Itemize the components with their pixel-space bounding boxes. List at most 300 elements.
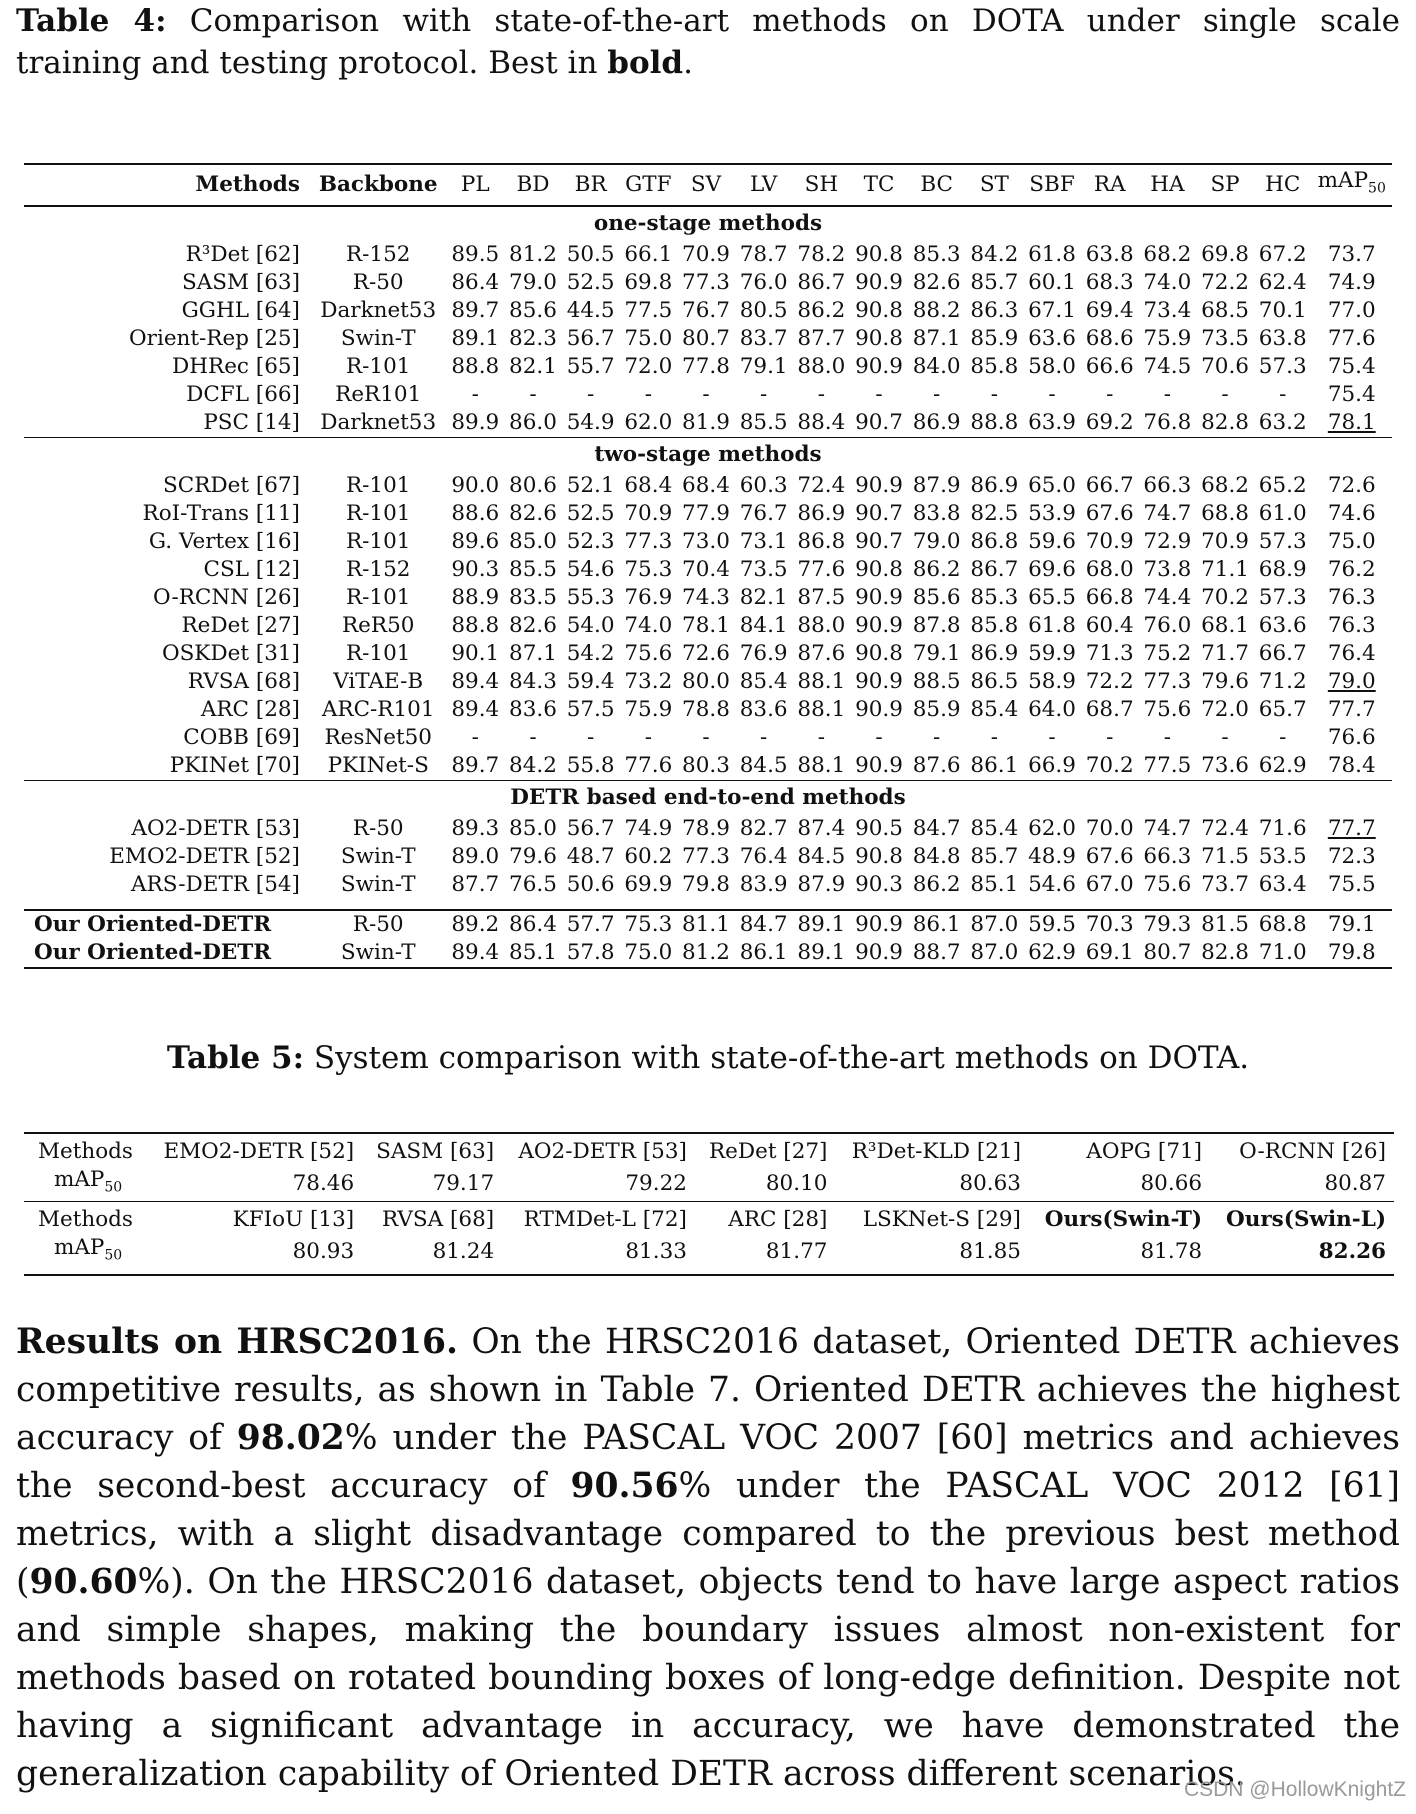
- value-cell: 87.8: [912, 613, 961, 638]
- value-cell: 74.4: [1143, 585, 1192, 610]
- table4-header-row: [24, 164, 1392, 206]
- value-cell: 57.3: [1258, 585, 1307, 610]
- method-cell: EMO2-DETR [52]: [146, 1133, 362, 1166]
- value-cell: -: [702, 725, 710, 750]
- method-cell: LSKNet-S [29]: [835, 1202, 1029, 1235]
- backbone-cell: R-152: [345, 242, 411, 267]
- group-title: two-stage methods: [24, 438, 1392, 473]
- value-cell: 68.5: [1201, 298, 1249, 323]
- value-cell: 77.6: [624, 753, 673, 778]
- value-cell: 86.2: [797, 298, 846, 323]
- table4-caption-bold: bold: [607, 45, 684, 81]
- value-cell: 59.9: [1028, 641, 1076, 666]
- value-cell: 68.8: [1258, 912, 1307, 937]
- value-cell: 79.0: [509, 270, 557, 295]
- value-cell: 69.1: [1081, 939, 1139, 968]
- table4-caption-end: .: [683, 45, 693, 81]
- value-cell: 80.87: [1324, 1170, 1386, 1196]
- table-row: [24, 241, 1392, 269]
- value-cell: 65.5: [1028, 585, 1076, 610]
- value-cell: 71.2: [1258, 669, 1307, 694]
- value-cell: 77.3: [682, 270, 730, 295]
- row-label: Methods: [24, 1202, 146, 1235]
- value-cell: 62.9: [1258, 753, 1307, 778]
- value-cell: 82.8: [1196, 939, 1254, 968]
- value-cell: 71.1: [1201, 557, 1249, 582]
- table-row: [24, 668, 1392, 696]
- map-cell: 76.2: [1327, 557, 1376, 582]
- value-cell: 75.6: [624, 641, 673, 666]
- value-cell: 90.9: [855, 270, 903, 295]
- value-cell: 83.9: [739, 872, 788, 897]
- value-cell: 76.9: [739, 641, 788, 666]
- map-cell: 77.7: [1327, 816, 1376, 841]
- value-cell: 77.3: [1143, 669, 1192, 694]
- value-cell: 84.1: [739, 613, 788, 638]
- value-cell: 50.6: [566, 872, 615, 897]
- value-cell: 90.1: [451, 641, 500, 666]
- value-cell: 59.5: [1028, 912, 1076, 937]
- value-cell: 66.6: [1085, 354, 1134, 379]
- method-cell: Our Oriented-DETR: [34, 912, 272, 937]
- map-cell: 72.6: [1327, 473, 1376, 498]
- value-cell: 86.8: [970, 529, 1019, 554]
- value-cell: 54.6: [1028, 872, 1076, 897]
- value-cell: -: [1279, 725, 1287, 750]
- table-row: [24, 528, 1392, 556]
- table-row: [24, 815, 1392, 843]
- table4-body: [24, 206, 1392, 968]
- value-cell: 77.5: [1143, 753, 1192, 778]
- value-cell: 81.33: [502, 1234, 695, 1274]
- value-cell: 72.4: [797, 473, 846, 498]
- value-cell: 74.3: [682, 585, 730, 610]
- table4-header-st: ST: [966, 164, 1024, 206]
- method-cell: G. Vertex [16]: [148, 529, 300, 554]
- table5-methods-row: [24, 1133, 1394, 1166]
- value-cell: 77.3: [682, 844, 730, 869]
- value-cell: 69.8: [1201, 242, 1249, 267]
- value-cell: -: [817, 725, 825, 750]
- method-cell: RVSA [68]: [187, 669, 300, 694]
- value-cell: 68.9: [1258, 557, 1307, 582]
- value-cell: 44.5: [566, 298, 615, 323]
- value-cell: 89.5: [451, 242, 500, 267]
- method-cell: SASM [63]: [362, 1133, 502, 1166]
- value-cell: 74.0: [1143, 270, 1192, 295]
- value-cell: -: [529, 725, 537, 750]
- value-cell: 50.5: [566, 242, 615, 267]
- backbone-cell: R-101: [345, 585, 411, 610]
- value-cell: 71.6: [1258, 816, 1307, 841]
- value-cell: 73.5: [1201, 326, 1249, 351]
- method-cell: Orient-Rep [25]: [129, 326, 300, 351]
- value-cell: 86.1: [912, 912, 961, 937]
- value-cell: 89.9: [451, 410, 500, 435]
- value-cell: -: [1163, 382, 1171, 407]
- value-cell: 87.7: [797, 326, 846, 351]
- value-cell: 55.3: [566, 585, 615, 610]
- value-cell: 55.8: [566, 753, 615, 778]
- value-cell: 81.2: [509, 242, 557, 267]
- value-cell: 89.6: [451, 529, 500, 554]
- value-cell: 75.9: [1143, 326, 1192, 351]
- value-cell: 85.0: [509, 816, 557, 841]
- backbone-cell: R-101: [345, 354, 411, 379]
- value-cell: 68.2: [1201, 473, 1249, 498]
- paragraph-bold-1: 98.02: [236, 1418, 345, 1458]
- table-row: [24, 696, 1392, 724]
- table-row: [24, 910, 1392, 939]
- paragraph-bold-2: 90.56: [570, 1466, 679, 1506]
- value-cell: 90.9: [855, 753, 903, 778]
- value-cell: 71.5: [1201, 844, 1249, 869]
- value-cell: 79.6: [1201, 669, 1249, 694]
- value-cell: 79.1: [912, 641, 961, 666]
- value-cell: 52.5: [566, 501, 615, 526]
- value-cell: 88.9: [451, 585, 500, 610]
- value-cell: 88.4: [797, 410, 846, 435]
- value-cell: 48.9: [1028, 844, 1076, 869]
- value-cell: 88.0: [797, 354, 846, 379]
- value-cell: 85.7: [970, 270, 1019, 295]
- value-cell: 78.8: [682, 697, 730, 722]
- map-cell: 75.0: [1327, 529, 1376, 554]
- value-cell: 83.6: [509, 697, 557, 722]
- value-cell: 82.1: [739, 585, 788, 610]
- method-cell: RTMDet-L [72]: [502, 1202, 695, 1235]
- method-cell: SCRDet [67]: [163, 473, 300, 498]
- value-cell: 79.6: [509, 844, 557, 869]
- value-cell: 90.9: [855, 354, 903, 379]
- value-cell: 69.9: [624, 872, 673, 897]
- map-cell: 76.6: [1327, 725, 1376, 750]
- paragraph-text-3: % under the PASCAL VOC 2012 [61] metrics, with a slight disadvantage compared to the previous best method (: [16, 1466, 1400, 1602]
- value-cell: 71.0: [1254, 939, 1312, 968]
- value-cell: 58.9: [1028, 669, 1076, 694]
- value-cell: 86.0: [509, 410, 557, 435]
- value-cell: -: [875, 382, 883, 407]
- value-cell: 82.5: [970, 501, 1019, 526]
- value-cell: 89.4: [451, 669, 500, 694]
- value-cell: 76.8: [1143, 410, 1192, 435]
- value-cell: 70.3: [1085, 912, 1134, 937]
- value-cell: 87.0: [970, 912, 1019, 937]
- value-cell: 88.1: [797, 697, 846, 722]
- value-cell: 62.0: [624, 410, 673, 435]
- backbone-cell: R-101: [345, 473, 411, 498]
- paragraph-heading: Results on HRSC2016.: [16, 1322, 459, 1362]
- value-cell: 82.8: [1201, 410, 1249, 435]
- backbone-cell: Swin-T: [310, 939, 447, 968]
- value-cell: 66.3: [1143, 844, 1192, 869]
- value-cell: -: [1106, 382, 1114, 407]
- value-cell: 88.8: [451, 354, 500, 379]
- value-cell: 70.9: [1201, 529, 1249, 554]
- table4-header-sp: SP: [1196, 164, 1254, 206]
- value-cell: 90.9: [855, 912, 903, 937]
- value-cell: -: [529, 382, 537, 407]
- backbone-cell: Swin-T: [340, 872, 416, 897]
- value-cell: 63.2: [1258, 410, 1307, 435]
- value-cell: 90.9: [855, 585, 903, 610]
- value-cell: 79.0: [912, 529, 961, 554]
- table4-header-gtf: GTF: [619, 164, 677, 206]
- value-cell: 70.6: [1201, 354, 1249, 379]
- value-cell: 69.8: [624, 270, 673, 295]
- value-cell: 68.0: [1085, 557, 1134, 582]
- value-cell: 89.1: [793, 939, 851, 968]
- method-cell: R³Det [62]: [185, 242, 300, 267]
- value-cell: 75.2: [1143, 641, 1192, 666]
- value-cell: 71.7: [1201, 641, 1249, 666]
- value-cell: 86.4: [509, 912, 557, 937]
- value-cell: 68.8: [1201, 501, 1249, 526]
- value-cell: 72.2: [1201, 270, 1249, 295]
- table4-header-br: BR: [562, 164, 620, 206]
- value-cell: 70.9: [1085, 529, 1134, 554]
- value-cell: 85.7: [970, 844, 1019, 869]
- value-cell: 85.6: [509, 298, 557, 323]
- table-row: [24, 843, 1392, 871]
- value-cell: 69.2: [1085, 410, 1134, 435]
- method-cell: Ours(Swin-T): [1029, 1202, 1210, 1235]
- value-cell: -: [1106, 725, 1114, 750]
- value-cell: 80.93: [146, 1234, 362, 1274]
- paragraph-text-1: On the HRSC2016 dataset, Oriented DETR achieves competitive results, as shown in Table 7. Oriented DETR achieves the highest accuracy of: [16, 1322, 1400, 1458]
- value-cell: 63.6: [1028, 326, 1076, 351]
- value-cell: 74.7: [1143, 816, 1192, 841]
- value-cell: 63.8: [1085, 242, 1134, 267]
- map-cell: 76.4: [1327, 641, 1376, 666]
- value-cell: 74.7: [1143, 501, 1192, 526]
- method-cell: ARC [28]: [695, 1202, 836, 1235]
- table-row: [24, 556, 1392, 584]
- value-cell: 77.9: [682, 501, 730, 526]
- backbone-cell: ResNet50: [324, 725, 432, 750]
- method-cell: AO2-DETR [53]: [502, 1133, 695, 1166]
- value-cell: 90.7: [855, 529, 903, 554]
- value-cell: 80.0: [682, 669, 730, 694]
- table-row: [24, 871, 1392, 899]
- value-cell: 73.8: [1143, 557, 1192, 582]
- value-cell: 80.7: [1139, 939, 1197, 968]
- value-cell: 87.5: [797, 585, 846, 610]
- group-header-row: [24, 781, 1392, 816]
- value-cell: 87.9: [912, 473, 961, 498]
- value-cell: 85.9: [912, 697, 961, 722]
- value-cell: 82.3: [509, 326, 557, 351]
- value-cell: 76.4: [739, 844, 788, 869]
- method-cell: Ours(Swin-L): [1210, 1202, 1394, 1235]
- value-cell: 81.9: [682, 410, 730, 435]
- value-cell: 81.85: [835, 1234, 1029, 1274]
- value-cell: -: [760, 382, 768, 407]
- value-cell: 83.8: [912, 501, 961, 526]
- value-cell: 82.26: [1210, 1234, 1394, 1274]
- value-cell: 86.3: [970, 298, 1019, 323]
- value-cell: -: [702, 382, 710, 407]
- value-cell: 78.9: [682, 816, 730, 841]
- value-cell: 72.2: [1085, 669, 1134, 694]
- backbone-cell: PKINet-S: [327, 753, 429, 778]
- value-cell: 52.1: [566, 473, 615, 498]
- value-cell: 66.3: [1143, 473, 1192, 498]
- value-cell: 87.1: [912, 326, 961, 351]
- value-cell: 86.9: [970, 473, 1019, 498]
- paragraph-text-2: % under the PASCAL VOC 2007 [60] metrics and achieves the second-best accuracy of: [16, 1418, 1400, 1506]
- value-cell: 60.1: [1028, 270, 1076, 295]
- map-cell: 79.1: [1327, 912, 1376, 937]
- backbone-cell: R-50: [352, 270, 404, 295]
- table-row: [24, 353, 1392, 381]
- value-cell: 55.7: [566, 354, 615, 379]
- table4-header-pl: PL: [446, 164, 504, 206]
- method-cell: ARC [28]: [200, 697, 300, 722]
- method-cell: Our Oriented-DETR: [24, 939, 310, 968]
- value-cell: 88.5: [912, 669, 961, 694]
- table-row: [24, 584, 1392, 612]
- method-cell: KFIoU [13]: [146, 1202, 362, 1235]
- method-cell: PKINet [70]: [169, 753, 300, 778]
- value-cell: 68.1: [1201, 613, 1249, 638]
- value-cell: 85.6: [912, 585, 961, 610]
- table5-caption-label: Table 5:: [166, 1040, 305, 1076]
- table-row: [24, 640, 1392, 668]
- value-cell: 86.7: [970, 557, 1019, 582]
- backbone-cell: R-50: [352, 816, 404, 841]
- map-cell: 79.8: [1312, 939, 1392, 968]
- value-cell: 76.5: [509, 872, 557, 897]
- value-cell: 73.1: [739, 529, 788, 554]
- value-cell: 77.8: [682, 354, 730, 379]
- watermark: CSDN @HollowKnightZ: [1183, 1778, 1406, 1801]
- value-cell: 73.4: [1143, 298, 1192, 323]
- value-cell: 81.24: [362, 1234, 502, 1274]
- backbone-cell: ARC-R101: [321, 697, 435, 722]
- value-cell: 72.0: [624, 354, 673, 379]
- value-cell: 80.10: [765, 1170, 828, 1196]
- backbone-cell: R-101: [345, 641, 411, 666]
- table4-header-methods: Methods: [24, 164, 310, 206]
- map-cell: 77.6: [1327, 326, 1376, 351]
- value-cell: 90.5: [855, 816, 903, 841]
- value-cell: 75.3: [624, 912, 673, 937]
- value-cell: -: [587, 382, 595, 407]
- backbone-cell: Swin-T: [340, 844, 416, 869]
- value-cell: 67.2: [1258, 242, 1307, 267]
- value-cell: 68.4: [682, 473, 730, 498]
- value-cell: 54.6: [566, 557, 615, 582]
- results-paragraph: [16, 1318, 1400, 1798]
- value-cell: 72.4: [1201, 816, 1249, 841]
- value-cell: 89.4: [451, 697, 500, 722]
- value-cell: 66.7: [1085, 473, 1134, 498]
- value-cell: -: [1279, 382, 1287, 407]
- value-cell: 74.5: [1143, 354, 1192, 379]
- method-cell: R³Det-KLD [21]: [835, 1133, 1029, 1166]
- value-cell: 81.78: [1029, 1234, 1210, 1274]
- value-cell: 68.2: [1143, 242, 1192, 267]
- row-label: mAP$_{50}$: [24, 1234, 146, 1274]
- value-cell: 74.0: [624, 613, 673, 638]
- table4-caption-text: Comparison with state-of-the-art methods on DOTA under single scale training and testing protocol. Best in: [16, 3, 1400, 81]
- value-cell: 75.6: [1143, 872, 1192, 897]
- value-cell: 89.7: [451, 753, 500, 778]
- value-cell: 75.6: [1143, 697, 1192, 722]
- value-cell: 87.0: [966, 939, 1024, 968]
- map-cell: 72.3: [1327, 844, 1376, 869]
- value-cell: 84.8: [912, 844, 961, 869]
- value-cell: -: [1048, 382, 1056, 407]
- value-cell: 78.2: [797, 242, 846, 267]
- value-cell: 76.0: [1143, 613, 1192, 638]
- backbone-cell: R-101: [345, 529, 411, 554]
- spacer-row: [24, 899, 1392, 910]
- value-cell: 56.7: [566, 326, 615, 351]
- table4-header-sbf: SBF: [1023, 164, 1081, 206]
- map-cell: 73.7: [1327, 242, 1376, 267]
- value-cell: 85.5: [739, 410, 788, 435]
- table4-header-map: mAP$_{50}$: [1312, 164, 1392, 206]
- backbone-cell: Darknet53: [320, 298, 437, 323]
- value-cell: 72.9: [1143, 529, 1192, 554]
- value-cell: 86.4: [451, 270, 500, 295]
- value-cell: 57.3: [1258, 354, 1307, 379]
- value-cell: 60.3: [739, 473, 788, 498]
- value-cell: 66.9: [1028, 753, 1076, 778]
- value-cell: 86.2: [912, 557, 961, 582]
- value-cell: 70.1: [1258, 298, 1307, 323]
- value-cell: 87.6: [912, 753, 961, 778]
- value-cell: 76.7: [682, 298, 730, 323]
- value-cell: 81.77: [695, 1234, 836, 1274]
- map-cell: 75.4: [1327, 354, 1376, 379]
- value-cell: 82.6: [912, 270, 961, 295]
- value-cell: 53.5: [1258, 844, 1307, 869]
- value-cell: -: [644, 382, 652, 407]
- group-title: one-stage methods: [593, 211, 823, 236]
- value-cell: 67.0: [1085, 872, 1134, 897]
- row-label: mAP$_{50}$: [54, 1167, 123, 1196]
- value-cell: 90.9: [855, 473, 903, 498]
- value-cell: 63.9: [1028, 410, 1076, 435]
- value-cell: 79.1: [739, 354, 788, 379]
- value-cell: 85.9: [970, 326, 1019, 351]
- value-cell: 85.1: [504, 939, 562, 968]
- value-cell: 66.7: [1258, 641, 1307, 666]
- table-row: [24, 297, 1392, 325]
- table4-header-hc: HC: [1254, 164, 1312, 206]
- value-cell: 85.1: [970, 872, 1019, 897]
- value-cell: 90.9: [855, 669, 903, 694]
- value-cell: 69.4: [1085, 298, 1134, 323]
- value-cell: 82.6: [509, 501, 557, 526]
- backbone-cell: ReR50: [341, 613, 415, 638]
- value-cell: 88.8: [970, 410, 1019, 435]
- map-cell: 75.4: [1327, 382, 1376, 407]
- group-header-row: [24, 438, 1392, 473]
- table4-header-lv: LV: [735, 164, 793, 206]
- table-row: [24, 269, 1392, 297]
- table4-header-backbone: Backbone: [310, 164, 447, 206]
- value-cell: 89.1: [451, 326, 500, 351]
- value-cell: 65.0: [1028, 473, 1076, 498]
- backbone-cell: ViTAE-B: [333, 669, 424, 694]
- value-cell: 90.8: [855, 326, 903, 351]
- value-cell: -: [1048, 725, 1056, 750]
- table4-header-sh: SH: [793, 164, 851, 206]
